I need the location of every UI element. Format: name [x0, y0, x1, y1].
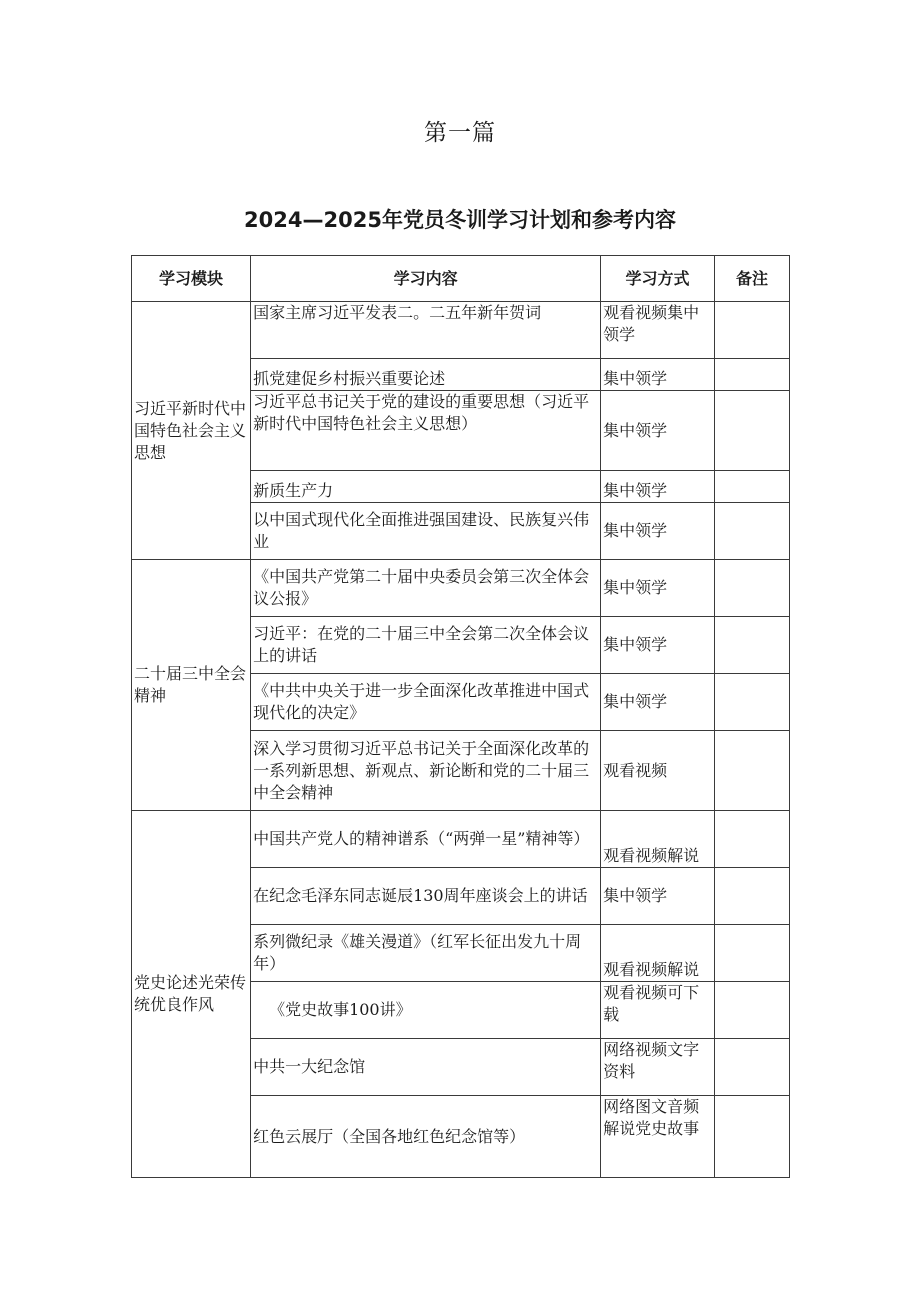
remark-cell: [715, 674, 790, 731]
remark-cell: [715, 925, 790, 982]
header-content: 学习内容: [251, 256, 601, 302]
remark-cell: [715, 731, 790, 811]
method-cell: 观看视频可下载: [601, 982, 715, 1039]
method-cell: 观看视频: [601, 731, 715, 811]
module-cell: 习近平新时代中国特色社会主义思想: [132, 302, 251, 560]
content-cell: 习近平总书记关于党的建设的重要思想（习近平新时代中国特色社会主义思想）: [251, 391, 601, 471]
table-header-row: [132, 256, 790, 302]
remark-cell: [715, 1096, 790, 1178]
study-plan-table: [131, 255, 790, 1178]
content-cell: 系列微纪录《雄关漫道》（红军长征出发九十周年）: [251, 925, 601, 982]
header-module: 学习模块: [132, 256, 251, 302]
table-row: [132, 302, 790, 359]
remark-cell: [715, 302, 790, 359]
header-method: 学习方式: [601, 256, 715, 302]
content-cell: 《党史故事100讲》: [251, 982, 601, 1039]
content-cell: 习近平：在党的二十届三中全会第二次全体会议上的讲话: [251, 617, 601, 674]
content-cell: 新质生产力: [251, 471, 601, 503]
document-title: 2024—2025年党员冬训学习计划和参考内容: [244, 208, 676, 232]
method-cell: 集中领学: [601, 391, 715, 471]
content-cell: 在纪念毛泽东同志诞辰130周年座谈会上的讲话: [251, 868, 601, 925]
content-cell: 中共一大纪念馆: [251, 1039, 601, 1096]
content-cell: 红色云展厅（全国各地红色纪念馆等）: [251, 1096, 601, 1178]
method-cell: 观看视频解说: [601, 811, 715, 868]
remark-cell: [715, 503, 790, 560]
method-cell: 集中领学: [601, 471, 715, 503]
method-cell: 观看视频集中领学: [601, 302, 715, 359]
method-cell: 观看视频解说: [601, 925, 715, 982]
remark-cell: [715, 471, 790, 503]
remark-cell: [715, 617, 790, 674]
remark-cell: [715, 1039, 790, 1096]
method-cell: 集中领学: [601, 560, 715, 617]
module-cell: 二十届三中全会精神: [132, 560, 251, 811]
content-cell: 国家主席习近平发表二。二五年新年贺词: [251, 302, 601, 359]
remark-cell: [715, 982, 790, 1039]
remark-cell: [715, 391, 790, 471]
header-remark: 备注: [715, 256, 790, 302]
module-cell: 党史论述光荣传统优良作风: [132, 811, 251, 1178]
content-cell: 中国共产党人的精神谱系（“两弹一星”精神等）: [251, 811, 601, 868]
remark-cell: [715, 868, 790, 925]
method-cell: 集中领学: [601, 868, 715, 925]
content-cell: 以中国式现代化全面推进强国建设、民族复兴伟业: [251, 503, 601, 560]
method-cell: 集中领学: [601, 503, 715, 560]
content-cell: 深入学习贯彻习近平总书记关于全面深化改革的一系列新思想、新观点、新论断和党的二十届三中全会精神: [251, 731, 601, 811]
table-row: [132, 811, 790, 868]
method-cell: 集中领学: [601, 359, 715, 391]
method-cell: 网络图文音频解说党史故事: [601, 1096, 715, 1178]
method-cell: 网络视频文字资料: [601, 1039, 715, 1096]
method-cell: 集中领学: [601, 617, 715, 674]
remark-cell: [715, 359, 790, 391]
content-cell: 抓党建促乡村振兴重要论述: [251, 359, 601, 391]
table-row: [132, 560, 790, 617]
method-cell: 集中领学: [601, 674, 715, 731]
content-cell: 《中共中央关于进一步全面深化改革推进中国式现代化的决定》: [251, 674, 601, 731]
remark-cell: [715, 811, 790, 868]
section-label: 第一篇: [424, 120, 496, 146]
content-cell: 《中国共产党第二十届中央委员会第三次全体会议公报》: [251, 560, 601, 617]
remark-cell: [715, 560, 790, 617]
